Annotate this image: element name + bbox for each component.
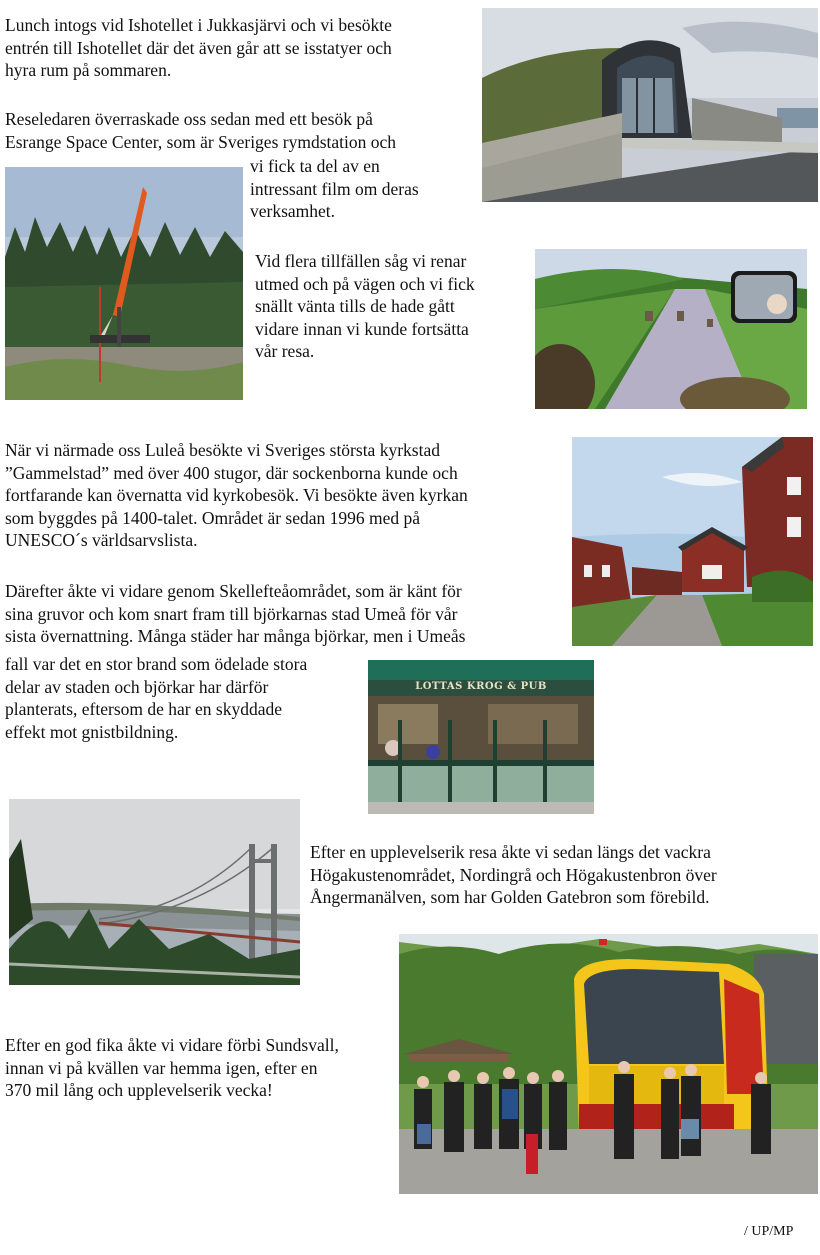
- paragraph-esrange-a: Reseledaren överraskade oss sedan med ett besök på Esrange Space Center, som är Sveriges rymdstation och: [5, 109, 396, 152]
- bus-photo: [399, 934, 818, 1194]
- paragraph-gammelstad: När vi närmade oss Luleå besökte vi Sveriges största kyrkstad ”Gammelstad” med över 400 stugor, där sockenborna kunde och fortfarande kan övernatta vid kyrkobesök. Vi besökte även kyrkan som byggdes på 1400-talet. Området är sedan 1996 med på UNESCO´s världsarvslista.: [5, 440, 468, 550]
- reindeer-photo: [535, 249, 807, 409]
- paragraph-esrange-b: vi fick ta del av en intressant film om deras verksamhet.: [250, 156, 419, 221]
- bridge-photo: [9, 799, 300, 985]
- paragraph-icehotel: Lunch intogs vid Ishotellet i Jukkasjärvi och vi besökte entrén till Ishotellet där det även går att se isstatyer och hyra rum på sommaren.: [5, 15, 392, 80]
- paragraph-umea-b: fall var det en stor brand som ödelade stora delar av staden och björkar har därför planterats, eftersom de har en skyddade effekt mot gnistbildning.: [5, 654, 308, 742]
- gammelstad-photo: [572, 437, 813, 646]
- paragraph-hogakusten: Efter en upplevelserik resa åkte vi sedan längs det vackra Högakustenområdet, Nordingrå och Högakustenbron över Ångermanälven, som har Golden Gatebron som förebild.: [310, 842, 717, 907]
- pub-photo: [368, 660, 594, 814]
- rocket-photo: [5, 167, 243, 400]
- paragraph-sundsvall: Efter en god fika åkte vi vidare förbi Sundsvall, innan vi på kvällen var hemma igen, efter en 370 mil lång och upplevelserik vecka!: [5, 1035, 339, 1100]
- pub-sign-text: LOTTAS KROG & PUB: [415, 681, 547, 692]
- signature: / UP/MP: [744, 1224, 794, 1239]
- paragraph-umea-a: Därefter åkte vi vidare genom Skellefteåområdet, som är känt för sina gruvor och kom snart fram till björkarnas stad Umeå för vår sista övernattning. Många städer har många björkar, men i Umeås: [5, 581, 466, 646]
- paragraph-reindeer: Vid flera tillfällen såg vi renar utmed och på vägen och vi fick snällt vänta tills de hade gått vidare innan vi kunde fortsätta vår resa.: [255, 251, 475, 361]
- icehotel-photo: [482, 8, 818, 202]
